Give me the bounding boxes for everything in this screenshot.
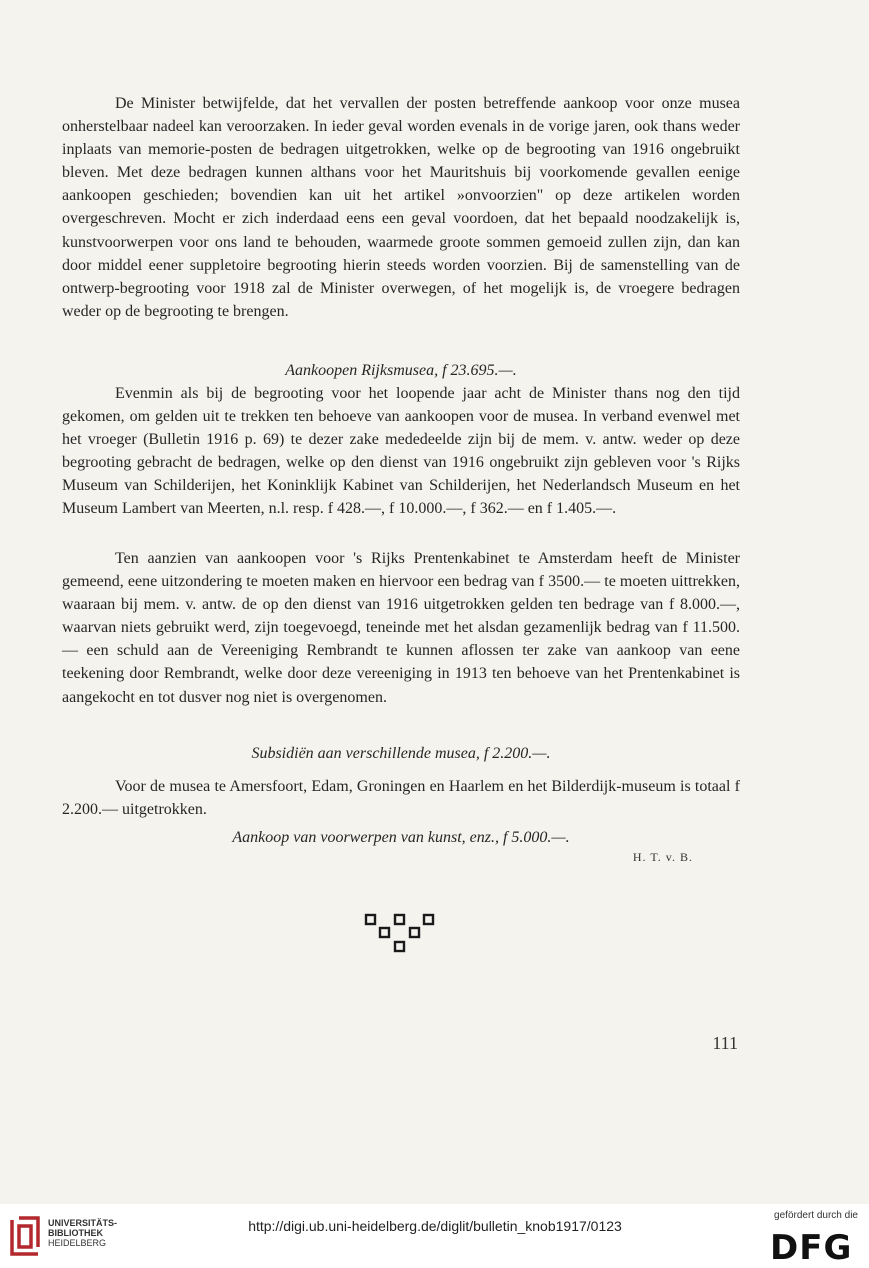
author-initials: H. T. v. B. <box>632 850 693 864</box>
library-name-line-1: UNIVERSITÄTS- <box>48 1218 118 1228</box>
section-heading-aankoop-voorwerpen: Aankoop van voorwerpen van kunst, enz., f 5.000.—. <box>232 829 570 846</box>
ub-heidelberg-logo-icon <box>8 1214 42 1258</box>
library-name <box>48 1218 117 1248</box>
paragraph-1: De Minister betwijfelde, dat het vervallen der posten betreffende aankoop voor onze musea onherstelbaar nadeel kan veroorzaken. In ieder geval worden evenals in de vorige jaren, ook thans weder inplaats van memorie-posten de bedragen uitgetrokken, welke op de begrooting van 1916 ongebruikt bleven. Met deze bedragen kunnen althans voor het Mauritshuis bij voorkomende gevallen eenige aankoopen geschieden; bovendien kan uit het artikel »onvoorzien" op deze artikelen worden overgeschreven. Mocht er zich inderdaad eens een geval voordoen, dat het bepaald noodzakelijk is, kunstvoorwerpen voor ons land te behouden, waarmede groote sommen gemoeid zullen zijn, dan kan door middel eener suppletoire begrooting hierin steeds worden voorzien. Bij de samenstelling van de ontwerp-begrooting voor 1918 zal de Minister overwegen, of het mogelijk is, de vroegere bedragen weder op de begrooting te brengen. <box>62 95 740 320</box>
square-ornament-icon <box>364 912 436 954</box>
paragraph-3: Ten aanzien van aankoopen voor 's Rijks Prentenkabinet te Amsterdam heeft de Minister gemeend, eene uitzondering te moeten maken en hiervoor een bedrag van f 3500.— te moeten uittrekken, waaraan bij mem. v. antw. de op den dienst van 1916 uitgetrokken gelden ten bedrage van f 8.000.—, waarvan niets gebruikt werd, zijn toegevoegd, teneinde met het alsdan gezamenlijk bedrag van f 11.500.— een schuld aan de Vereeniging Rembrandt te kunnen aflossen ter zake van aankoop van eene teekening door Rembrandt, welke door deze vereeniging in 1913 ten behoeve van het Prentenkabinet is aangekocht en tot dusver nog niet is overgenomen. <box>62 550 740 706</box>
funding-caption: gefördert durch die <box>774 1210 858 1221</box>
paragraph-2: Evenmin als bij de begrooting voor het loopende jaar acht de Minister thans nog den tijd gekomen, om gelden uit te trekken ten behoeve van aankoopen voor de musea. In verband evenwel met het vroeger (Bulletin 1916 p. 69) te dezer zake mededeelde zijn bij de mem. v. antw. weder op deze begrooting gebracht de bedragen, welke op den dienst van 1916 ongebruikt zijn gebleven voor 's Rijks Museum van Schilderijen, het Koninklijk Kabinet van Schilderijen, het Nederlandsch Museum en het Museum Lambert van Meerten, n.l. resp. f 428.—, f 10.000.—, f 362.— en f 1.405.—. <box>62 385 740 518</box>
permalink-url[interactable]: http://digi.ub.uni-heidelberg.de/diglit/bulletin_knob1917/0123 <box>248 1218 622 1234</box>
dfg-logo: DFG <box>770 1228 853 1268</box>
section-heading-aankoopen-rijksmusea: Aankoopen Rijksmusea, f 23.695.—. <box>285 362 517 379</box>
library-name-line-3: HEIDELBERG <box>48 1238 107 1248</box>
page-number: 111 <box>712 1033 738 1053</box>
library-name-line-2: BIBLIOTHEK <box>48 1228 103 1238</box>
paragraph-4: Voor de musea te Amersfoort, Edam, Groningen en Haarlem en het Bilderdijk-museum is totaal f 2.200.— uitgetrokken. <box>62 778 740 819</box>
section-heading-subsidien: Subsidiën aan verschillende musea, f 2.200.—. <box>251 745 551 762</box>
viewer-footer <box>0 1204 869 1267</box>
